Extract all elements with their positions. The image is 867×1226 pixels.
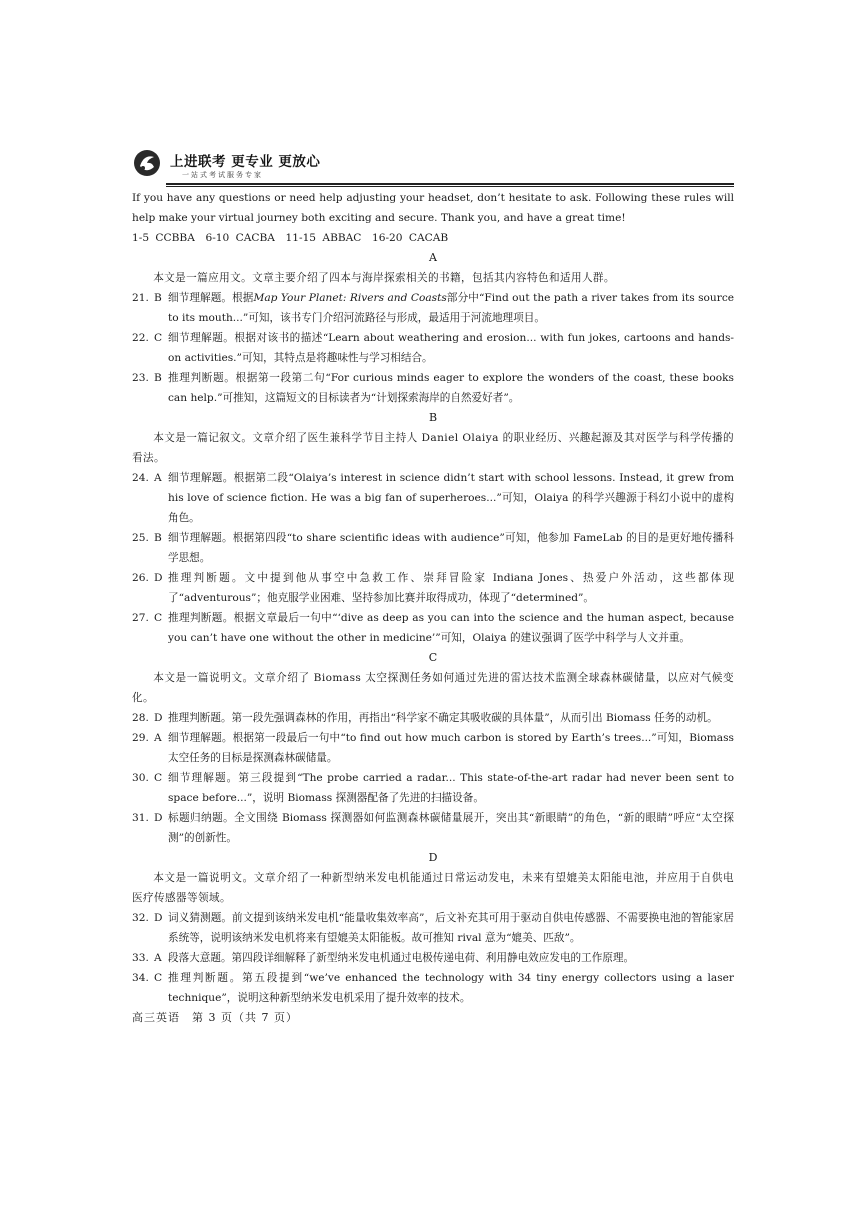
item-answer: A <box>154 952 162 964</box>
section-a-abstract: 本文是一篇应用文。文章主要介绍了四本与海岸探索相关的书籍，包括其内容特色和适用人群。 <box>153 272 615 284</box>
item-explanation: 词义猜测题。前文提到该纳米发电机“能量收集效率高”，后文补充其可用于驱动自供电传感器、不需要换电池的智能家居系统等，说明该纳米发电机将来有望媲美太阳能板。故可推知 rival 意为“媲美、匹敌”。 <box>168 912 734 944</box>
book-title: Map Your Planet: Rivers and Coasts <box>253 292 447 304</box>
item-answer: A <box>154 472 162 484</box>
item-answer: C <box>154 332 163 344</box>
item-explanation: 段落大意题。第四段详细解释了新型纳米发电机通过电极传递电荷、利用静电效应发电的工作原理。 <box>168 952 635 964</box>
item-explanation: 细节理解题。根据对该书的描述“Learn about weathering and erosion... with fun jokes, cartoons and hands-on activities.”可知，其特点是将趣味性与学习相结合。 <box>168 332 734 364</box>
item-answer: C <box>154 772 163 784</box>
answer-item-24 <box>132 468 734 528</box>
item-explanation-pre: 细节理解题。根据 <box>168 292 254 304</box>
page-header <box>132 140 734 188</box>
item-answer: B <box>154 532 162 544</box>
item-explanation: 推理判断题。第五段提到“we’ve enhanced the technology with 34 tiny energy collectors using a laser technique”，说明这种新型纳米发电机采用了提升效率的技术。 <box>168 972 734 1004</box>
answer-item-30 <box>132 768 734 808</box>
page-footer: 高三英语 第 3 页（共 7 页） <box>132 1011 298 1024</box>
answer-key-1-20: 1-5 CCBBA 6-10 CACBA 11-15 ABBAC 16-20 CACAB <box>132 232 449 244</box>
item-answer: C <box>154 612 163 624</box>
item-explanation: 细节理解题。根据第二段“Olaiya’s interest in science didn’t start with school lessons. Instead, it grew from his love of science fiction. He was a big fan of superheroes...”可知，Olaiya 的科学兴趣源于科幻小说中的虚构角色。 <box>168 472 734 524</box>
section-d-label: D <box>428 851 438 864</box>
item-number: 33. <box>132 952 149 964</box>
item-explanation: 标题归纳题。全文围绕 Biomass 探测器如何监测森林碳储量展开，突出其“新眼睛”的角色，“新的眼睛”呼应“太空探测”的创新性。 <box>168 812 734 844</box>
answer-item-31 <box>132 808 734 848</box>
section-c-abstract: 本文是一篇说明文。文章介绍了 Biomass 太空探测任务如何通过先进的雷达技术监测全球森林碳储量，以应对气候变化。 <box>132 672 734 704</box>
answer-item-23 <box>132 368 734 408</box>
answer-item-32 <box>132 908 734 948</box>
item-answer: C <box>154 972 163 984</box>
intro-paragraph: If you have any questions or need help adjusting your headset, don’t hesitate to ask. Following these rules will help make your virtual journey both exciting and secure. Thank you, and have a great time! <box>132 192 734 224</box>
item-number: 28. <box>132 712 149 724</box>
header-tagline: 一站式考试服务专家 <box>182 171 263 179</box>
answer-item-33 <box>132 948 734 968</box>
item-number: 32. <box>132 912 149 924</box>
item-answer: D <box>154 712 163 724</box>
item-number: 24. <box>132 472 149 484</box>
answer-item-34 <box>132 968 734 1008</box>
section-b-label: B <box>428 411 438 424</box>
item-explanation: 推理判断题。文中提到他从事空中急救工作、崇拜冒险家 Indiana Jones、热爱户外活动，这些都体现了“adventurous”；他克服学业困难、坚持参加比赛并取得成功，体现了“determined”。 <box>168 572 734 604</box>
exam-answer-page <box>132 140 734 1028</box>
item-number: 22. <box>132 332 149 344</box>
item-explanation-post: 部分中“Find out the path a river takes from its source to its mouth...”可知，该书专门介绍河流路径与形成，最适用于河流地理项目。 <box>168 292 735 324</box>
item-explanation: 细节理解题。根据第一段最后一句中“to find out how much carbon is stored by Earth’s trees...”可知，Biomass 太空任务的目标是探测森林碳储量。 <box>168 732 734 764</box>
item-explanation: 推理判断题。根据文章最后一句中“‘dive as deep as you can into the science and the human aspect, because you can’t have one without the other in medicine’”可知，Olaiya 的建议强调了医学中科学与人文并重。 <box>168 612 734 644</box>
item-number: 26. <box>132 572 149 584</box>
item-number: 23. <box>132 372 149 384</box>
section-b-abstract: 本文是一篇记叙文。文章介绍了医生兼科学节目主持人 Daniel Olaiya 的职业经历、兴趣起源及其对医学与科学传播的看法。 <box>132 432 734 464</box>
item-explanation: 细节理解题。第三段提到“The probe carried a radar... This state-of-the-art radar had never been sent to space before...”，说明 Biomass 探测器配备了先进的扫描设备。 <box>168 772 734 804</box>
item-explanation: 细节理解题。根据第四段“to share scientific ideas with audience”可知，他参加 FameLab 的目的是更好地传播科学思想。 <box>168 532 734 564</box>
item-answer: D <box>154 812 163 824</box>
item-number: 29. <box>132 732 149 744</box>
item-number: 25. <box>132 532 149 544</box>
answer-item-22 <box>132 328 734 368</box>
item-answer: D <box>154 912 163 924</box>
item-number: 31. <box>132 812 149 824</box>
answer-item-29 <box>132 728 734 768</box>
answer-item-27 <box>132 608 734 648</box>
header-rule-thin <box>166 186 734 187</box>
answer-item-26 <box>132 568 734 608</box>
item-explanation: 推理判断题。根据第一段第二句“For curious minds eager to explore the wonders of the coast, these books can help.”可推知，这篇短文的目标读者为“计划探索海岸的自然爱好者”。 <box>168 372 734 404</box>
item-number: 30. <box>132 772 149 784</box>
section-a-label: A <box>429 251 437 264</box>
answer-content <box>132 188 734 1028</box>
section-d-abstract: 本文是一篇说明文。文章介绍了一种新型纳米发电机能通过日常运动发电，未来有望媲美太阳能电池，并应用于自供电医疗传感器等领域。 <box>132 872 734 904</box>
item-answer: B <box>154 292 162 304</box>
header-rule <box>166 183 734 185</box>
item-number: 21. <box>132 292 149 304</box>
answer-item-25 <box>132 528 734 568</box>
item-answer: D <box>154 572 163 584</box>
section-c-label: C <box>428 651 438 664</box>
item-answer: B <box>154 372 162 384</box>
answer-item-28 <box>132 708 734 728</box>
item-answer: A <box>154 732 162 744</box>
swirl-logo-icon <box>132 148 162 178</box>
item-number: 27. <box>132 612 149 624</box>
item-explanation <box>168 288 734 328</box>
item-explanation: 推理判断题。第一段先强调森林的作用，再指出“科学家不确定其吸收碳的具体量”，从而引出 Biomass 任务的动机。 <box>168 712 718 724</box>
header-slogan: 上进联考 更专业 更放心 <box>170 154 321 170</box>
item-number: 34. <box>132 972 149 984</box>
answer-item-21 <box>132 288 734 328</box>
